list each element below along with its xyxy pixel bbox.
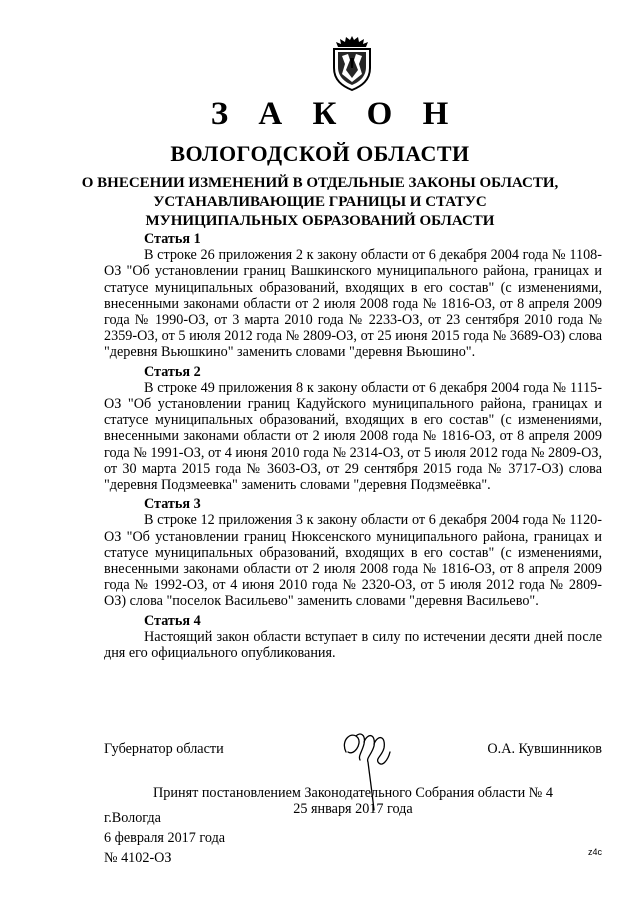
meta-date: 6 февраля 2017 года xyxy=(104,830,226,846)
article-3-text: В строке 12 приложения 3 к закону области от 6 декабря 2004 года № 1120-ОЗ "Об установлении границ Нюксенского муниципального района, границах и статусе муниципальных образований, входящих в его состав" (с изменениями, внесенными законами области от 2 июля 2008 года № 1816-ОЗ, от 8 апреля 2009 года № 1992-ОЗ, от 4 июня 2010 года № 2320-ОЗ, от 5 июля 2012 года № 2809-ОЗ) слова "поселок Васильево" заменить словами "деревня Васильево". xyxy=(104,512,602,610)
article-1-text: В строке 26 приложения 2 к закону области от 6 декабря 2004 года № 1108-ОЗ "Об установлении границ Вашкинского муниципального района, границах и статусе муниципальных образований, входящих в его состав" (с изменениями, внесенными законами области от 2 июля 2008 года № 1816-ОЗ, от 8 апреля 2009 года № 1990-ОЗ, от 3 марта 2010 года № 2233-ОЗ, от 23 сентября 2010 года № 2359-ОЗ, от 5 июля 2012 года № 2809-ОЗ, от 25 июня 2015 года № 3689-ОЗ) слова "деревня Вьюшкино" заменить словами "деревня Вьюшино". xyxy=(104,247,602,361)
article-2-title: Статья 2 xyxy=(144,363,201,380)
coat-of-arms-icon xyxy=(328,34,376,92)
signatory-position: Губернатор области xyxy=(104,741,224,757)
region-title: ВОЛОГОДСКОЙ ОБЛАСТИ xyxy=(170,141,470,166)
law-body xyxy=(104,231,602,664)
meta-number: № 4102-ОЗ xyxy=(104,850,172,866)
article-3-title: Статья 3 xyxy=(144,496,201,513)
subtitle-line: МУНИЦИПАЛЬНЫХ ОБРАЗОВАНИЙ ОБЛАСТИ xyxy=(145,213,495,229)
meta-city: г.Вологда xyxy=(104,810,161,826)
document-meta xyxy=(104,808,225,868)
article-1-title: Статья 1 xyxy=(144,231,201,247)
signatory-name: О.А. Кувшинников xyxy=(487,741,602,757)
article-4-title: Статья 4 xyxy=(144,612,201,629)
adoption-line: Принят постановлением Законодательного Собрания области № 4 xyxy=(153,785,553,801)
document-subtitle xyxy=(0,174,640,231)
adoption-date: 25 января 2017 года xyxy=(293,801,413,817)
footer-tag: z4c xyxy=(588,847,603,857)
subtitle-line: УСТАНАВЛИВАЮЩИЕ ГРАНИЦЫ И СТАТУС xyxy=(153,194,487,210)
subtitle-line: О ВНЕСЕНИИ ИЗМЕНЕНИЙ В ОТДЕЛЬНЫЕ ЗАКОНЫ ОБЛАСТИ, xyxy=(81,175,559,191)
article-2-text: В строке 49 приложения 8 к закону области от 6 декабря 2004 года № 1115-ОЗ "Об установлении границ Кадуйского муниципального района, границах и статусе муниципальных образований, входящих в его состав" (с изменениями, внесенными законами области от 2 июля 2008 года № 1816-ОЗ, от 8 апреля 2009 года № 1991-ОЗ, от 4 июня 2010 года № 2314-ОЗ, от 5 июля 2012 года № 2809-ОЗ, от 30 марта 2015 года № 3603-ОЗ, от 29 сентября 2015 года № 3717-ОЗ) слова "деревня Подзмеевка" заменить словами "деревня Подзмеёвка". xyxy=(104,379,602,494)
document-type-title: З А К О Н xyxy=(210,96,460,132)
article-4-text: Настоящий закон области вступает в силу по истечении десяти дней после дня его официального опубликования. xyxy=(104,628,602,662)
